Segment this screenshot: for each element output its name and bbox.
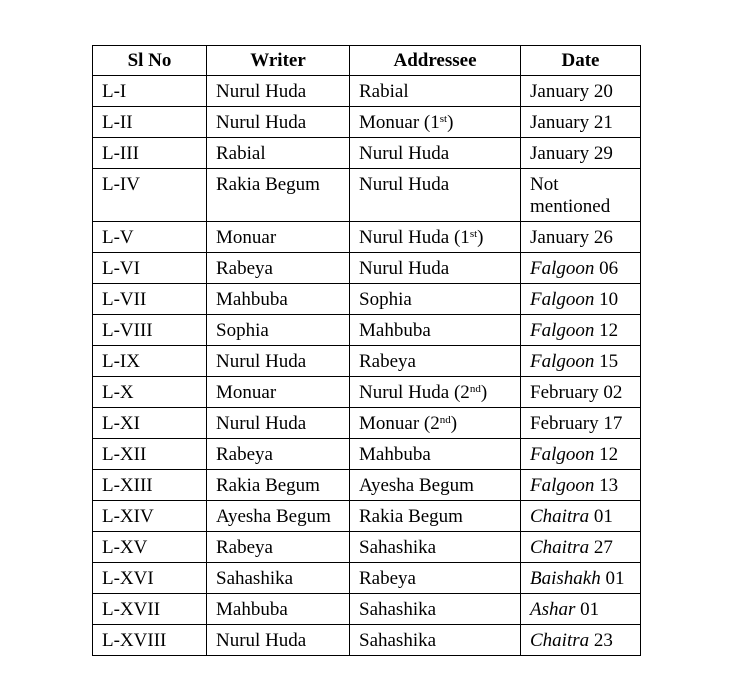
addressee-text: Sahashika — [359, 537, 437, 558]
date-text: February 02 — [530, 382, 623, 403]
table-row — [93, 594, 641, 625]
cell-addressee — [350, 169, 521, 222]
sl-no-text: L-XVIII — [102, 630, 167, 651]
sl-no-text: L-V — [102, 227, 134, 248]
writer-text: Nurul Huda — [216, 112, 307, 133]
cell-writer — [207, 76, 350, 107]
cell-sl-no — [93, 284, 207, 315]
date-month-italic: Chaitra — [530, 630, 590, 651]
cell-sl-no — [93, 439, 207, 470]
date-month-italic: Chaitra — [530, 537, 590, 558]
date-text: 12 — [594, 444, 619, 465]
sl-no-text: L-X — [102, 382, 134, 403]
writer-text: Nurul Huda — [216, 351, 307, 372]
date-text: 06 — [594, 258, 619, 279]
addressee-text: Nurul Huda (1 — [359, 227, 470, 248]
cell-sl-no — [93, 169, 207, 222]
table-row — [93, 563, 641, 594]
cell-writer — [207, 501, 350, 532]
cell-addressee — [350, 439, 521, 470]
cell-writer — [207, 315, 350, 346]
addressee-text: Rakia Begum — [359, 506, 463, 527]
cell-writer — [207, 377, 350, 408]
cell-writer — [207, 594, 350, 625]
cell-date — [521, 346, 641, 377]
cell-sl-no — [93, 222, 207, 253]
cell-addressee — [350, 408, 521, 439]
cell-addressee — [350, 284, 521, 315]
addressee-suffix: ) — [477, 227, 484, 248]
table-row — [93, 408, 641, 439]
header-writer: Writer — [207, 46, 350, 76]
cell-sl-no — [93, 563, 207, 594]
date-text: 12 — [594, 320, 619, 341]
cell-sl-no — [93, 377, 207, 408]
cell-date — [521, 315, 641, 346]
writer-text: Monuar — [216, 227, 277, 248]
table-row — [93, 138, 641, 169]
writer-text: Mahbuba — [216, 599, 288, 620]
header-row — [93, 46, 641, 76]
table-row — [93, 532, 641, 563]
table-row — [93, 169, 641, 222]
table-row — [93, 625, 641, 656]
date-text: January 20 — [530, 81, 613, 102]
cell-sl-no — [93, 138, 207, 169]
cell-addressee — [350, 470, 521, 501]
cell-date — [521, 222, 641, 253]
cell-sl-no — [93, 470, 207, 501]
writer-text: Sophia — [216, 320, 269, 341]
cell-writer — [207, 346, 350, 377]
cell-addressee — [350, 222, 521, 253]
date-text: 10 — [594, 289, 619, 310]
cell-sl-no — [93, 253, 207, 284]
cell-sl-no — [93, 594, 207, 625]
addressee-text: Mahbuba — [359, 444, 431, 465]
cell-date — [521, 501, 641, 532]
date-text: 23 — [589, 630, 613, 651]
addressee-text: Ayesha Begum — [359, 475, 474, 496]
cell-date — [521, 76, 641, 107]
table-row — [93, 439, 641, 470]
addressee-text: Rabeya — [359, 568, 416, 589]
addressee-text: Nurul Huda — [359, 143, 450, 164]
table-row — [93, 377, 641, 408]
addressee-suffix: ) — [450, 413, 458, 434]
cell-sl-no — [93, 532, 207, 563]
cell-addressee — [350, 76, 521, 107]
sl-no-text: L-XIV — [102, 506, 154, 527]
table-row — [93, 284, 641, 315]
addressee-text: Rabeya — [359, 351, 416, 372]
addressee-suffix: ) — [480, 382, 488, 403]
writer-text: Mahbuba — [216, 289, 288, 310]
sl-no-text: L-XII — [102, 444, 147, 465]
cell-date — [521, 377, 641, 408]
cell-sl-no — [93, 346, 207, 377]
table-row — [93, 222, 641, 253]
cell-sl-no — [93, 501, 207, 532]
date-text: January 21 — [530, 112, 613, 133]
cell-sl-no — [93, 408, 207, 439]
cell-addressee — [350, 501, 521, 532]
cell-writer — [207, 532, 350, 563]
writer-text: Rabeya — [216, 444, 273, 465]
cell-addressee — [350, 346, 521, 377]
writer-text: Rakia Begum — [216, 174, 320, 195]
addressee-text: Nurul Huda — [359, 174, 450, 195]
sl-no-text: L-XI — [102, 413, 140, 434]
addressee-ordinal: nd — [469, 383, 481, 395]
date-text: 13 — [594, 475, 619, 496]
sl-no-text: L-I — [102, 81, 127, 102]
cell-writer — [207, 408, 350, 439]
addressee-ordinal: nd — [439, 414, 451, 426]
cell-addressee — [350, 594, 521, 625]
cell-date — [521, 284, 641, 315]
table-row — [93, 107, 641, 138]
cell-date — [521, 563, 641, 594]
table-row — [93, 501, 641, 532]
date-month-italic: Falgoon — [530, 289, 595, 310]
date-month-italic: Chaitra — [530, 506, 590, 527]
date-text: 15 — [594, 351, 619, 372]
addressee-text: Nurul Huda — [359, 258, 450, 279]
sl-no-text: L-XVII — [102, 599, 161, 620]
cell-date — [521, 625, 641, 656]
date-text: 01 — [575, 599, 600, 620]
addressee-text: Sahashika — [359, 599, 437, 620]
letters-table — [92, 45, 641, 656]
date-text: 01 — [589, 506, 613, 527]
date-text: January 26 — [530, 227, 613, 248]
writer-text: Nurul Huda — [216, 81, 307, 102]
sl-no-text: L-VIII — [102, 320, 153, 341]
cell-writer — [207, 563, 350, 594]
date-month-italic: Falgoon — [530, 444, 595, 465]
cell-addressee — [350, 377, 521, 408]
date-month-italic: Ashar — [530, 599, 576, 620]
date-text: 01 — [600, 568, 625, 589]
addressee-text: Monuar (2 — [359, 413, 440, 434]
cell-writer — [207, 253, 350, 284]
cell-addressee — [350, 315, 521, 346]
writer-text: Ayesha Begum — [216, 506, 331, 527]
cell-date — [521, 594, 641, 625]
date-month-italic: Falgoon — [530, 258, 595, 279]
cell-writer — [207, 470, 350, 501]
addressee-text: Sophia — [359, 289, 412, 310]
cell-date — [521, 439, 641, 470]
addressee-text: Mahbuba — [359, 320, 431, 341]
date-text: February 17 — [530, 413, 623, 434]
date-text: 27 — [589, 537, 613, 558]
addressee-text: Nurul Huda (2 — [359, 382, 470, 403]
cell-date — [521, 169, 641, 222]
writer-text: Rakia Begum — [216, 475, 320, 496]
header-date: Date — [521, 46, 641, 76]
sl-no-text: L-XV — [102, 537, 148, 558]
date-month-italic: Falgoon — [530, 475, 595, 496]
header-addressee: Addressee — [350, 46, 521, 76]
date-month-italic: Baishakh — [530, 568, 601, 589]
sl-no-text: L-III — [102, 143, 139, 164]
addressee-suffix: ) — [447, 112, 454, 133]
cell-writer — [207, 138, 350, 169]
sl-no-text: L-IV — [102, 174, 140, 195]
cell-sl-no — [93, 625, 207, 656]
cell-addressee — [350, 107, 521, 138]
table-row — [93, 346, 641, 377]
sl-no-text: L-II — [102, 112, 133, 133]
writer-text: Rabial — [216, 143, 266, 164]
writer-text: Nurul Huda — [216, 630, 307, 651]
writer-text: Nurul Huda — [216, 413, 307, 434]
sl-no-text: L-XIII — [102, 475, 153, 496]
sl-no-text: L-XVI — [102, 568, 154, 589]
cell-addressee — [350, 532, 521, 563]
cell-writer — [207, 107, 350, 138]
cell-addressee — [350, 625, 521, 656]
cell-writer — [207, 222, 350, 253]
cell-date — [521, 408, 641, 439]
cell-sl-no — [93, 315, 207, 346]
cell-writer — [207, 284, 350, 315]
cell-writer — [207, 625, 350, 656]
sl-no-text: L-IX — [102, 351, 140, 372]
addressee-text: Sahashika — [359, 630, 437, 651]
writer-text: Rabeya — [216, 537, 273, 558]
cell-writer — [207, 169, 350, 222]
table-row — [93, 470, 641, 501]
table-row — [93, 253, 641, 284]
date-month-italic: Falgoon — [530, 351, 595, 372]
sl-no-text: L-VI — [102, 258, 140, 279]
addressee-ordinal: st — [469, 228, 478, 240]
writer-text: Rabeya — [216, 258, 273, 279]
cell-date — [521, 470, 641, 501]
cell-date — [521, 107, 641, 138]
cell-addressee — [350, 563, 521, 594]
cell-addressee — [350, 138, 521, 169]
sl-no-text: L-VII — [102, 289, 147, 310]
cell-date — [521, 532, 641, 563]
date-text: Not mentioned — [530, 174, 611, 217]
date-text: January 29 — [530, 143, 613, 164]
cell-addressee — [350, 253, 521, 284]
table-row — [93, 315, 641, 346]
cell-date — [521, 138, 641, 169]
addressee-ordinal: st — [439, 113, 448, 125]
header-sl-no: Sl No — [93, 46, 207, 76]
cell-sl-no — [93, 76, 207, 107]
writer-text: Monuar — [216, 382, 277, 403]
cell-writer — [207, 439, 350, 470]
writer-text: Sahashika — [216, 568, 294, 589]
table-row — [93, 76, 641, 107]
date-month-italic: Falgoon — [530, 320, 595, 341]
addressee-text: Monuar (1 — [359, 112, 440, 133]
cell-date — [521, 253, 641, 284]
cell-sl-no — [93, 107, 207, 138]
addressee-text: Rabial — [359, 81, 409, 102]
